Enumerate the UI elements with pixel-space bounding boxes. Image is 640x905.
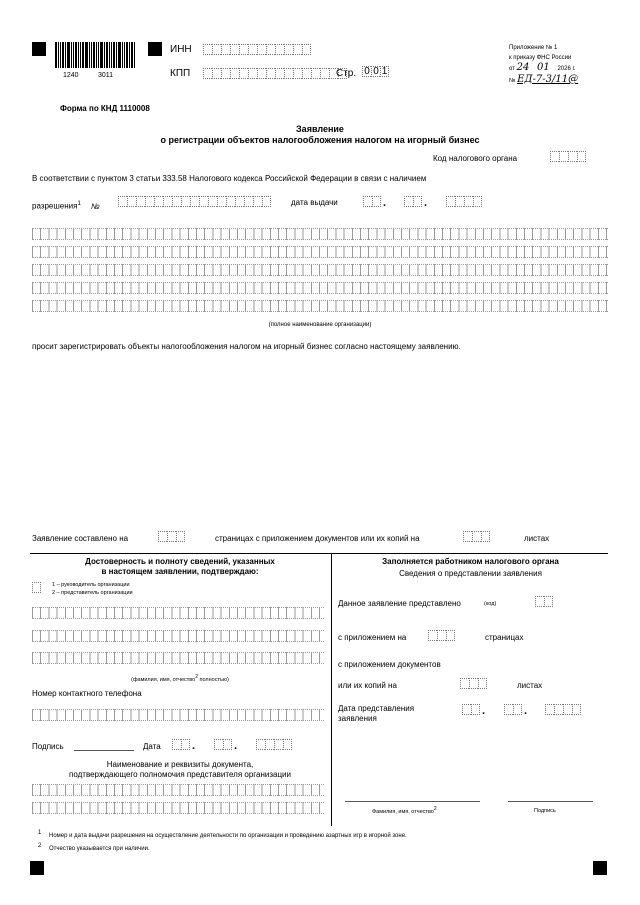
date-separator-dot: . (524, 705, 528, 717)
date-separator-dot: . (192, 740, 196, 752)
section-divider (30, 553, 608, 554)
permit-footnote-mark: 1 (77, 201, 81, 207)
org-name-row-3[interactable] (32, 264, 608, 276)
input-cell[interactable] (283, 739, 292, 750)
input-cell[interactable] (568, 151, 577, 162)
appendix-line-3 (509, 64, 619, 73)
input-cell[interactable] (257, 44, 266, 55)
footnote-2-text: Отчество указывается при наличии. (49, 846, 150, 852)
corner-marker-bottom-right (593, 861, 607, 875)
input-cell[interactable] (275, 44, 284, 55)
input-cell[interactable] (550, 151, 559, 162)
org-name-row-4[interactable] (32, 282, 608, 294)
input-cell[interactable] (253, 196, 262, 207)
page-digit-2: 0 (371, 66, 380, 77)
page-label: Стр. (336, 68, 357, 79)
input-cell[interactable] (428, 630, 437, 641)
title-line-1: Заявление (296, 124, 344, 134)
footnote-1 (38, 829, 608, 840)
sheets-label: листах (517, 681, 543, 690)
input-cell[interactable] (446, 196, 455, 207)
app-pages-field[interactable] (428, 630, 455, 641)
docs-sheets-field[interactable] (460, 678, 487, 689)
signature-line[interactable] (74, 750, 134, 751)
pages-label: страницах (485, 633, 524, 642)
permit-label: разрешения (32, 201, 78, 211)
right-subheading: Сведения о представлении заявления (399, 569, 542, 578)
date-label: Дата (143, 742, 161, 751)
receipt-date-year-field[interactable] (545, 704, 581, 715)
input-cell[interactable] (437, 630, 446, 641)
barcode-bar (118, 42, 121, 68)
barcode-bar (100, 42, 103, 68)
barcode-bar (91, 42, 92, 68)
officer-fio-caption (372, 806, 437, 816)
appendix-day: 24 (516, 62, 530, 73)
org-name-caption: (полное наименование организации) (268, 322, 372, 328)
input-cell[interactable] (163, 196, 172, 207)
input-cell[interactable] (118, 196, 127, 207)
input-cell[interactable] (244, 196, 253, 207)
input-cell[interactable] (223, 739, 232, 750)
basis-text: В соответствии с пунктом 3 статьи 333.58 Налогового кодекса Российской Федерации в связи с наличием (32, 174, 427, 183)
input-cell[interactable] (172, 739, 181, 750)
input-cell[interactable] (181, 739, 190, 750)
input-cell[interactable] (248, 44, 257, 55)
doc-row-1[interactable] (32, 784, 324, 796)
input-cell[interactable] (127, 196, 136, 207)
corner-marker-bottom-left (30, 861, 44, 875)
barcode-bar (116, 42, 117, 68)
code-label: (код) (484, 601, 497, 607)
date-separator-dot: . (482, 705, 486, 717)
date-separator-dot: . (424, 197, 428, 209)
input-cell[interactable] (513, 704, 522, 715)
appendix-line-2: к приказу ФНС России (509, 55, 572, 61)
fio-row-2[interactable] (32, 630, 324, 642)
appendix-order-number: ЕД-7-3/11@ (517, 74, 579, 85)
sign-label: Подпись (32, 742, 64, 751)
permit-label-group (32, 199, 100, 212)
receipt-date-day-field[interactable] (462, 704, 480, 715)
input-cell[interactable] (311, 68, 320, 79)
input-cell[interactable] (460, 678, 469, 689)
input-cell[interactable] (284, 44, 293, 55)
officer-name-line[interactable] (345, 801, 480, 802)
input-cell[interactable] (203, 44, 212, 55)
input-cell[interactable] (217, 196, 226, 207)
sign-date-day-field[interactable] (172, 739, 190, 750)
date-separator-dot: . (234, 740, 238, 752)
input-cell[interactable] (455, 196, 464, 207)
issue-date-day-field[interactable] (363, 196, 381, 207)
tax-authority-code-field[interactable] (550, 151, 586, 162)
input-cell[interactable] (471, 704, 480, 715)
input-cell[interactable] (230, 68, 239, 79)
appendix-line-1: Приложение № 1 (509, 45, 558, 51)
signer-type-field[interactable] (32, 582, 41, 593)
barcode-bar (126, 42, 128, 68)
barcode-bar (98, 42, 99, 68)
corner-marker-top-middle (148, 42, 162, 56)
barcode-bar (55, 42, 57, 68)
input-cell[interactable] (203, 68, 212, 79)
barcode-number-1: 1240 (63, 72, 79, 79)
input-cell[interactable] (302, 44, 311, 55)
date-label-line-1: Дата представления (338, 704, 415, 713)
barcode-bar (71, 42, 72, 68)
input-cell[interactable] (256, 739, 265, 750)
barcode-bar (113, 42, 115, 68)
request-text: просит зарегистрировать объекты налогообложения налогом на игорный бизнес согласно настоящему заявлению. (32, 342, 461, 351)
input-cell[interactable] (190, 196, 199, 207)
tax-authority-label: Код налогового органа (433, 154, 518, 163)
input-cell[interactable] (212, 68, 221, 79)
appendix-month: 01 (537, 62, 550, 73)
input-cell[interactable] (221, 68, 230, 79)
corner-marker-top-left (32, 42, 46, 56)
input-cell[interactable] (154, 196, 163, 207)
input-cell[interactable] (266, 68, 275, 79)
input-cell[interactable] (284, 68, 293, 79)
receipt-date-month-field[interactable] (504, 704, 522, 715)
barcode-bar (129, 42, 130, 68)
barcode-bar (67, 42, 70, 68)
barcode-number-2: 3011 (98, 72, 114, 79)
input-cell[interactable] (214, 739, 223, 750)
phone-field[interactable] (32, 709, 324, 721)
appendix-from-label: от (509, 66, 515, 72)
fio-caption (30, 674, 330, 684)
officer-signature-line[interactable] (508, 801, 593, 802)
input-cell[interactable] (577, 151, 586, 162)
input-cell[interactable] (158, 531, 167, 542)
barcode-bar (124, 42, 125, 68)
input-cell[interactable] (446, 630, 455, 641)
barcode-bar (93, 42, 95, 68)
input-cell[interactable] (535, 596, 544, 607)
input-cell[interactable] (320, 68, 329, 79)
doc-row-2[interactable] (32, 802, 324, 814)
input-cell[interactable] (413, 196, 422, 207)
input-cell[interactable] (221, 44, 230, 55)
inn-field[interactable] (203, 44, 311, 55)
input-cell[interactable] (472, 531, 481, 542)
page-digit-1: 0 (362, 66, 371, 77)
number-label: № (91, 201, 100, 211)
input-cell[interactable] (167, 531, 176, 542)
input-cell[interactable] (554, 704, 563, 715)
column-divider (331, 553, 332, 826)
footnote-1-text: Номер и дата выдачи разрешения на осуществление деятельности по организации и проведению азартных игр в игорной зоне. (49, 833, 407, 839)
org-name-row-2[interactable] (32, 246, 608, 258)
inn-label: ИНН (170, 44, 192, 55)
input-cell[interactable] (275, 68, 284, 79)
barcode-bar (80, 42, 81, 68)
title-line-2: о регистрации объектов налогообложения налогом на игорный бизнес (160, 135, 480, 145)
barcode-bar (89, 42, 90, 68)
date-separator-dot: . (383, 197, 387, 209)
right-heading: Заполняется работником налогового органа (382, 557, 559, 566)
input-cell[interactable] (462, 704, 471, 715)
input-cell[interactable] (262, 196, 271, 207)
barcode-bar (109, 42, 110, 68)
barcode-bar (62, 42, 64, 68)
input-cell[interactable] (572, 704, 581, 715)
input-cell[interactable] (545, 704, 554, 715)
barcode-bar (75, 42, 77, 68)
composed-sheets-field[interactable] (463, 531, 490, 542)
input-cell[interactable] (248, 68, 257, 79)
date-label-line-2: заявления (338, 714, 377, 723)
barcode-bar (73, 42, 74, 68)
barcode-bar (60, 42, 61, 68)
barcode-bar (122, 42, 123, 68)
footnote-2-mark: 2 (38, 843, 42, 849)
signer-option-2: 2 – представитель организации (52, 590, 133, 596)
fio-caption-footnote: 2 (195, 674, 198, 680)
composed-middle: страницах с приложением документов или их копий на (215, 534, 420, 543)
submitted-label: Данное заявление представлено (338, 599, 461, 608)
input-cell[interactable] (230, 44, 239, 55)
composed-pages-field[interactable] (158, 531, 185, 542)
input-cell[interactable] (208, 196, 217, 207)
input-cell[interactable] (363, 196, 372, 207)
sign-date-year-field[interactable] (256, 739, 292, 750)
input-cell[interactable] (302, 68, 311, 79)
input-cell[interactable] (469, 678, 478, 689)
input-cell[interactable] (239, 68, 248, 79)
input-cell[interactable] (172, 196, 181, 207)
signer-option-1: 1 – руководитель организации (52, 582, 130, 588)
input-cell[interactable] (559, 151, 568, 162)
input-cell[interactable] (257, 68, 266, 79)
barcode (55, 42, 136, 68)
issue-date-label: дата выдачи (291, 198, 338, 207)
footnote-2 (38, 842, 608, 853)
input-cell[interactable] (212, 44, 221, 55)
input-cell[interactable] (293, 68, 302, 79)
left-heading-line-2: в настоящем заявлении, подтверждаю: (101, 567, 259, 576)
issue-date-year-field[interactable] (446, 196, 482, 207)
barcode-bar (58, 42, 59, 68)
page-number-field (362, 66, 389, 77)
input-cell[interactable] (145, 196, 154, 207)
input-cell[interactable] (274, 739, 283, 750)
submission-code-field[interactable] (535, 596, 553, 607)
input-cell[interactable] (199, 196, 208, 207)
officer-fio-footnote: 2 (433, 806, 437, 812)
with-app-label: с приложением на (338, 633, 407, 642)
input-cell[interactable] (463, 531, 472, 542)
fio-caption-text: (фамилия, имя, отчество (131, 676, 196, 683)
composed-suffix: листах (524, 534, 550, 543)
left-heading-line-1: Достоверность и полноту сведений, указанных (85, 557, 275, 566)
doc-heading-line-1: Наименование и реквизиты документа, (106, 760, 254, 769)
input-cell[interactable] (226, 196, 235, 207)
or-copies-label: или их копий на (338, 681, 397, 690)
form-code: Форма по КНД 1110008 (60, 104, 150, 113)
appendix-year: 2026 г. (557, 66, 576, 72)
with-docs-label: с приложением документов (338, 660, 441, 669)
barcode-bar (111, 42, 112, 68)
fio-caption-end: полностью) (197, 676, 229, 683)
footnote-1-mark: 1 (38, 830, 42, 836)
phone-label: Номер контактного телефона (32, 689, 142, 698)
officer-fio-caption-text: Фамилия, имя, отчество (372, 808, 434, 815)
kpp-field[interactable] (203, 68, 347, 79)
input-cell[interactable] (239, 44, 248, 55)
input-cell[interactable] (235, 196, 244, 207)
input-cell[interactable] (544, 596, 553, 607)
barcode-bar (104, 42, 105, 68)
input-cell[interactable] (404, 196, 413, 207)
barcode-bar (134, 42, 135, 68)
input-cell[interactable] (176, 531, 185, 542)
kpp-label: КПП (170, 68, 191, 79)
barcode-bar (82, 42, 84, 68)
barcode-bar (96, 42, 97, 68)
input-cell[interactable] (293, 44, 302, 55)
page-digit-3: 1 (381, 66, 388, 77)
barcode-bar (106, 42, 108, 68)
input-cell[interactable] (265, 739, 274, 750)
sign-date-month-field[interactable] (214, 739, 232, 750)
barcode-bar (131, 42, 133, 68)
input-cell[interactable] (464, 196, 473, 207)
fio-row-3[interactable] (32, 652, 324, 664)
org-name-row-5[interactable] (32, 300, 608, 312)
doc-heading-line-2: подтверждающего полномочия представителя организации (69, 770, 291, 779)
input-cell[interactable] (136, 196, 145, 207)
fio-row-1[interactable] (32, 607, 324, 619)
issue-date-month-field[interactable] (404, 196, 422, 207)
appendix-line-4 (509, 76, 619, 85)
barcode-bar (65, 42, 66, 68)
input-cell[interactable] (372, 196, 381, 207)
input-cell[interactable] (473, 196, 482, 207)
barcode-bar (85, 42, 88, 68)
input-cell[interactable] (481, 531, 490, 542)
officer-signature-caption: Подпись (534, 808, 556, 814)
input-cell[interactable] (478, 678, 487, 689)
barcode-bar (78, 42, 79, 68)
composed-prefix: Заявление составлено на (32, 534, 129, 543)
input-cell[interactable] (266, 44, 275, 55)
input-cell[interactable] (563, 704, 572, 715)
input-cell[interactable] (32, 582, 41, 593)
org-name-row-1[interactable] (32, 228, 608, 240)
permit-number-field[interactable] (118, 196, 271, 207)
input-cell[interactable] (181, 196, 190, 207)
input-cell[interactable] (504, 704, 513, 715)
appendix-number-label: № (509, 78, 516, 84)
